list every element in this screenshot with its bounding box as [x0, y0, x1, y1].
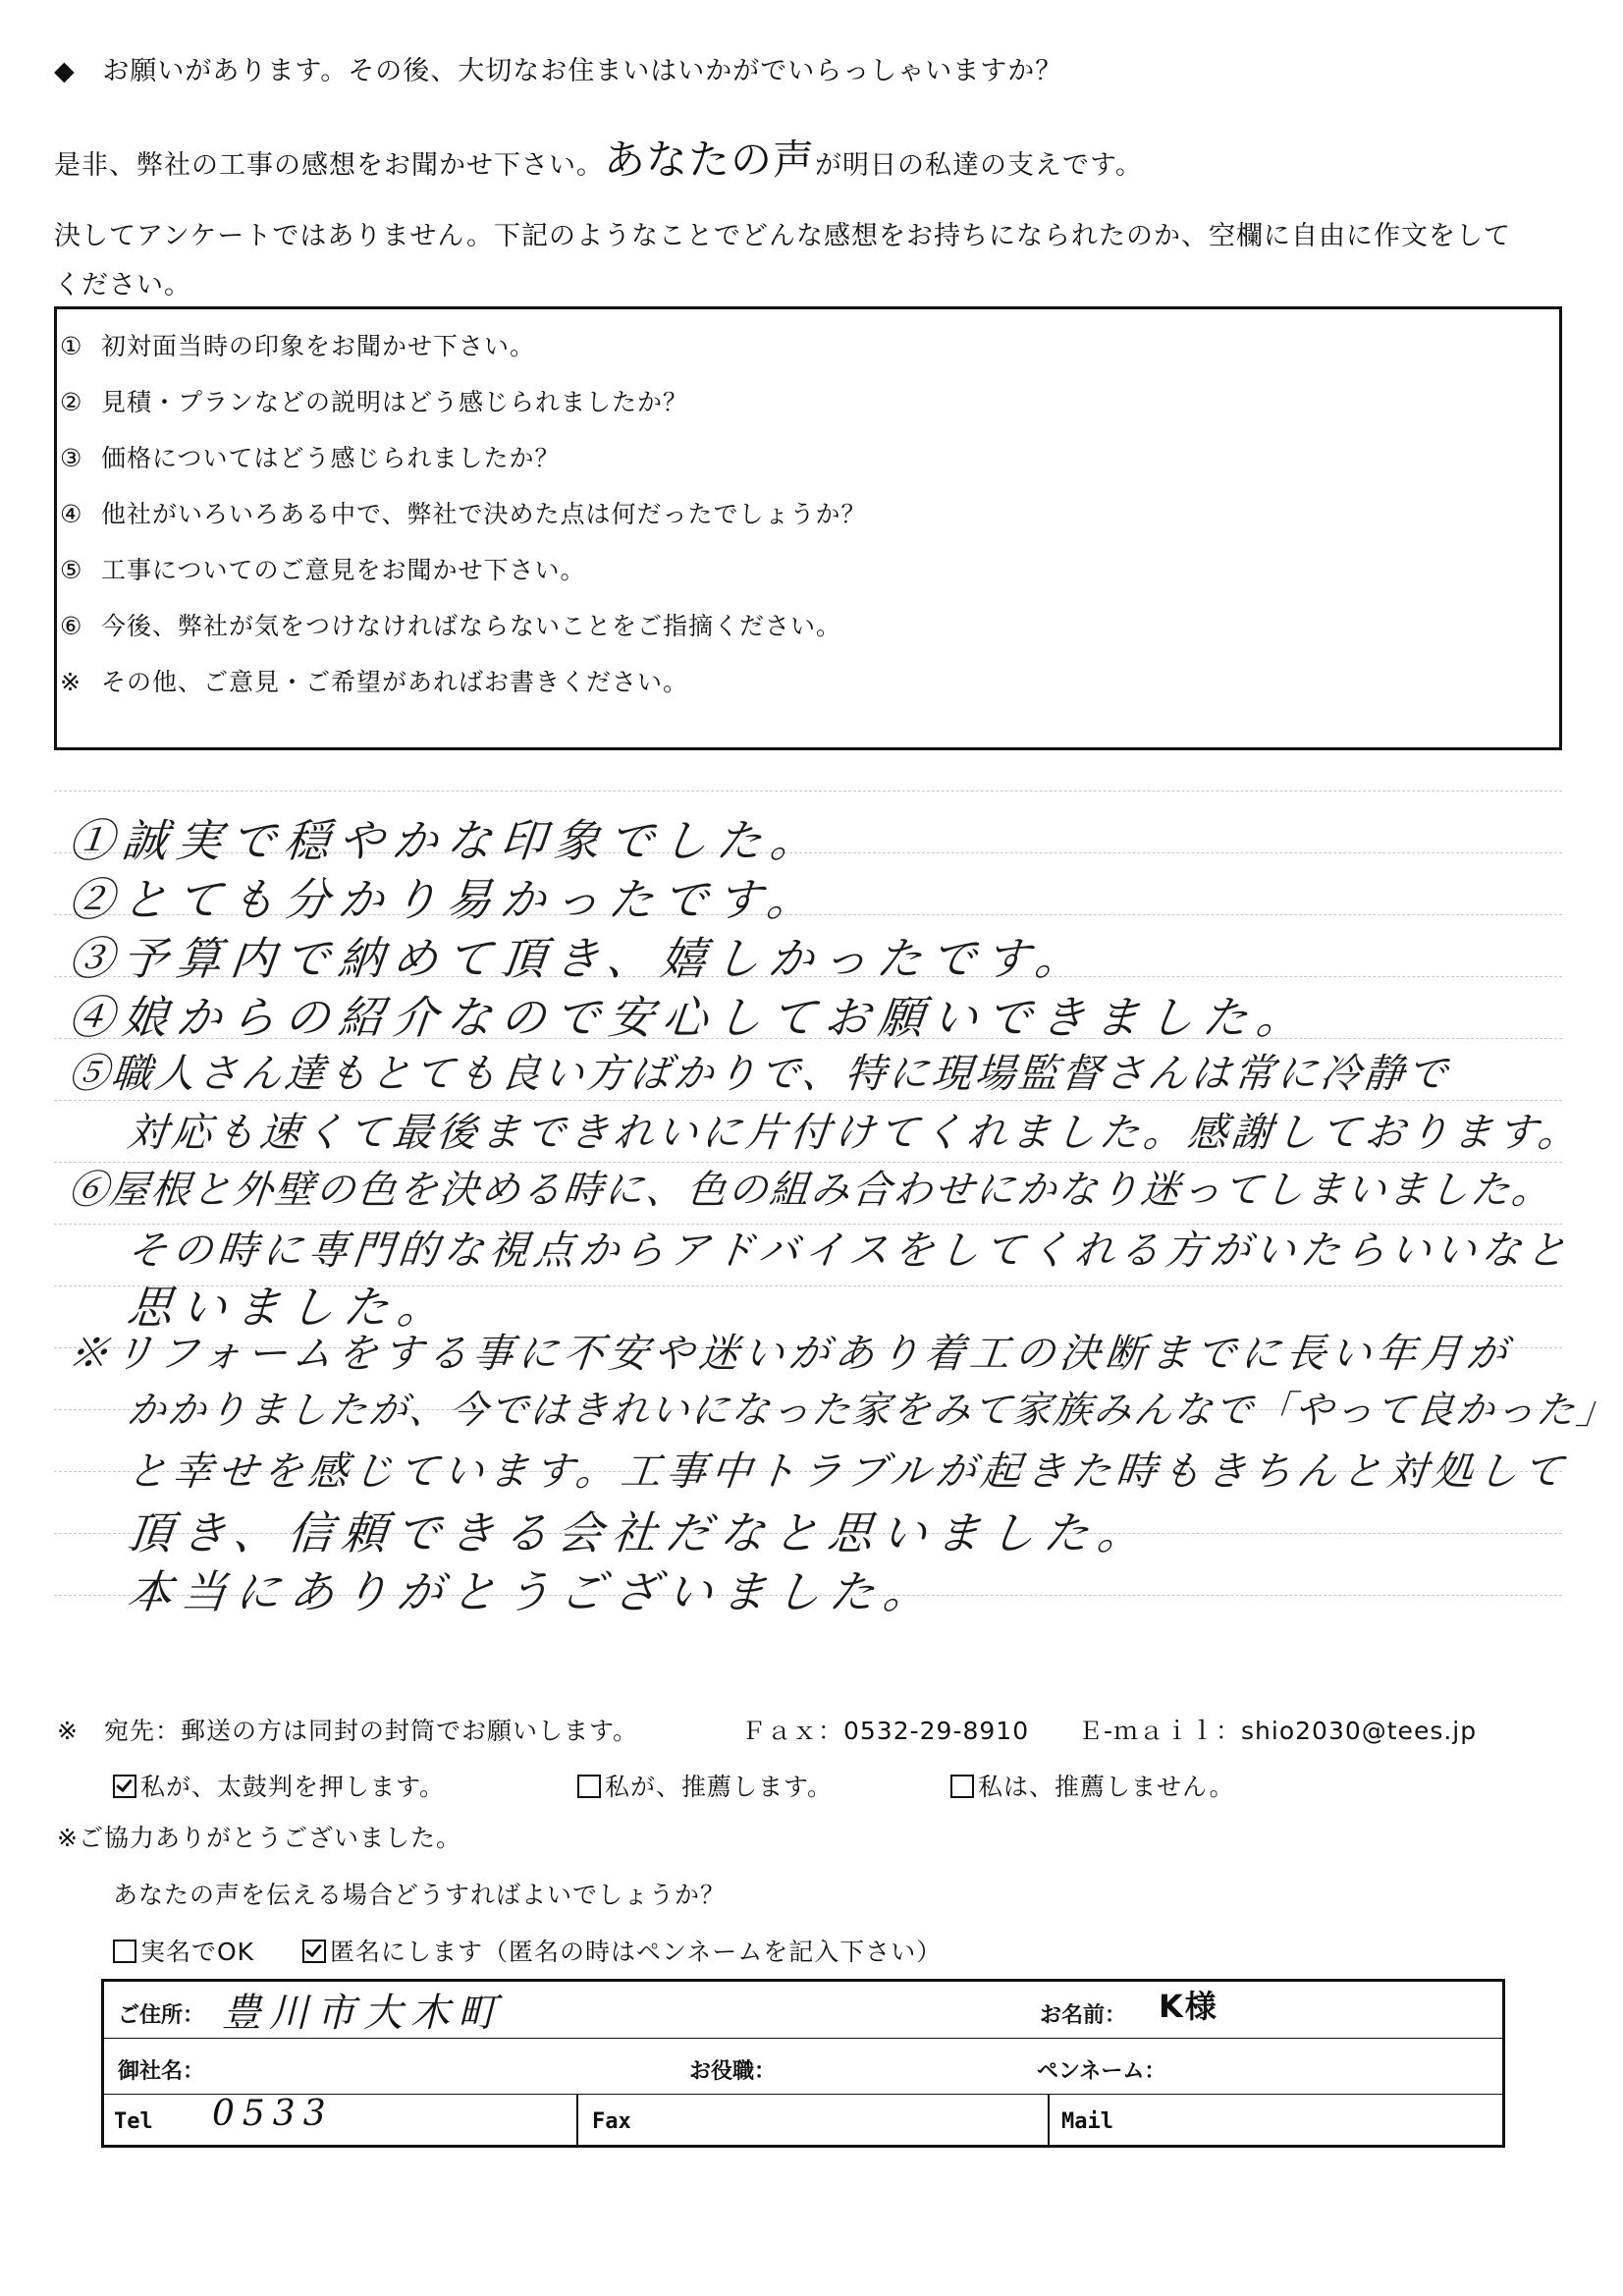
checkbox-icon[interactable] [950, 1775, 974, 1798]
answer-line: 思いました。 [124, 1281, 455, 1334]
question-2: ② 見積・プランなどの説明はどう感じられましたか？ [60, 388, 689, 416]
mail-label: Mail [1061, 2109, 1113, 2134]
your-voice-heading: あなたの声 [604, 136, 816, 184]
answer-line: 対応も速くて最後まできれいに片付けてくれました。感謝しております。 [125, 1109, 1585, 1156]
answer-line: 頂き、信頼できる会社だなと思いました。 [124, 1506, 1155, 1559]
checkbox-icon[interactable] [113, 1940, 136, 1963]
answer-line: と幸せを感じています。工事中トラブルが起きた時もきちんと対処して [125, 1448, 1571, 1495]
name-label: お名前： [1040, 2003, 1127, 2028]
name-value[interactable]: K様 [1159, 1988, 1218, 2025]
intro-line-2: 是非、弊社の工事の感想をお聞かせ下さい。あなたの声が明日の私達の支えです。 [54, 136, 1143, 184]
checkbox-checked-icon[interactable] [113, 1775, 136, 1798]
answer-line: その時に専門的な視点からアドバイスをしてくれる方がいたらいいなと [125, 1227, 1574, 1274]
thanks-note: ※ご協力ありがとうございました。 [57, 1824, 461, 1852]
diamond-icon: ◆ [54, 56, 76, 86]
address-label: ご住所： [118, 2003, 205, 2028]
intro-line-4: ください。 [54, 270, 191, 301]
answer-line: ①誠実で穏やかな印象でした。 [65, 814, 828, 867]
voice-question: あなたの声を伝える場合どうすればよいでしょうか？ [113, 1881, 727, 1909]
tel-label: Tel [114, 2109, 153, 2134]
penname-label: ペンネーム： [1037, 2059, 1166, 2084]
option-real-name[interactable]: 実名でOK [113, 1933, 254, 1968]
intro-line-3: 決してアンケートではありません。下記のようなことでどんな感想をお持ちになられたのか、空欄に自由に作文をして [54, 221, 1511, 251]
question-4: ④ 他社がいろいろある中で、弊社で決めた点は何だったでしょうか？ [60, 500, 867, 528]
option-anonymous[interactable]: 匿名にします（匿名の時はペンネームを記入下さい） [302, 1933, 942, 1968]
answer-line: ⑤職人さん達もとても良い方ばかりで、特に現場監督さんは常に冷静で [66, 1050, 1453, 1097]
answer-line: ④娘からの紹介なので安心してお願いできました。 [65, 991, 1314, 1044]
email-address: Ｅ-ｍａｉｌ：shio2030@tees.jp [1078, 1717, 1478, 1745]
answer-line: ⑥屋根と外壁の色を決める時に、色の組み合わせにかなり迷ってしまいました。 [66, 1168, 1556, 1213]
tel-value[interactable]: 0533 [212, 2094, 334, 2134]
question-5: ⑤ 工事についてのご意見をお聞かせ下さい。 [60, 556, 586, 584]
question-1: ① 初対面当時の印象をお聞かせ下さい。 [60, 332, 536, 360]
address-value[interactable]: 豊川市大木町 [222, 1991, 505, 2036]
question-box [54, 306, 1562, 750]
answer-line: ※リフォームをする事に不安や迷いがあり着工の決断までに長い年月が [66, 1330, 1515, 1377]
fax-number: Ｆａｘ：0532-29-8910 [741, 1717, 1030, 1745]
contact-row-company [104, 2038, 1502, 2095]
contact-table [101, 1979, 1505, 2148]
mailing-note: ※ 宛先：郵送の方は同封の封筒でお願いします。 [57, 1717, 638, 1745]
checkbox-icon[interactable] [577, 1775, 601, 1798]
option-not-recommend[interactable]: 私は、推薦しません。 [950, 1768, 1235, 1803]
answer-line: ③予算内で納めて頂き、嬉しかったです。 [65, 932, 1093, 985]
question-3: ③ 価格についてはどう感じられましたか？ [60, 444, 561, 472]
question-other: ※ その他、ご意見・ご希望があればお書きください。 [60, 668, 689, 696]
intro-line-1: ◆ お願いがあります。その後、大切なお住まいはいかがでいらっしゃいますか？ [54, 56, 1063, 86]
answer-line: かかりましたが、今ではきれいになった家をみて家族みんなで「やって良かった」 [125, 1389, 1620, 1433]
question-6: ⑥ 今後、弊社が気をつけなければならないことをご指摘ください。 [60, 612, 842, 640]
fax-label: Fax [592, 2109, 631, 2134]
contact-row-address [104, 1982, 1502, 2039]
position-label: お役職： [689, 2059, 777, 2084]
answer-line: 本当にありがとうございました。 [124, 1565, 941, 1618]
company-label: 御社名： [118, 2059, 205, 2084]
checkbox-checked-icon[interactable] [302, 1940, 326, 1963]
option-recommend[interactable]: 私が、推薦します。 [577, 1768, 833, 1803]
option-recommend-strong[interactable]: 私が、太鼓判を押します。 [113, 1768, 445, 1803]
contact-row-phone [104, 2094, 1502, 2148]
answer-line: ②とても分かり易かったです。 [65, 873, 824, 926]
